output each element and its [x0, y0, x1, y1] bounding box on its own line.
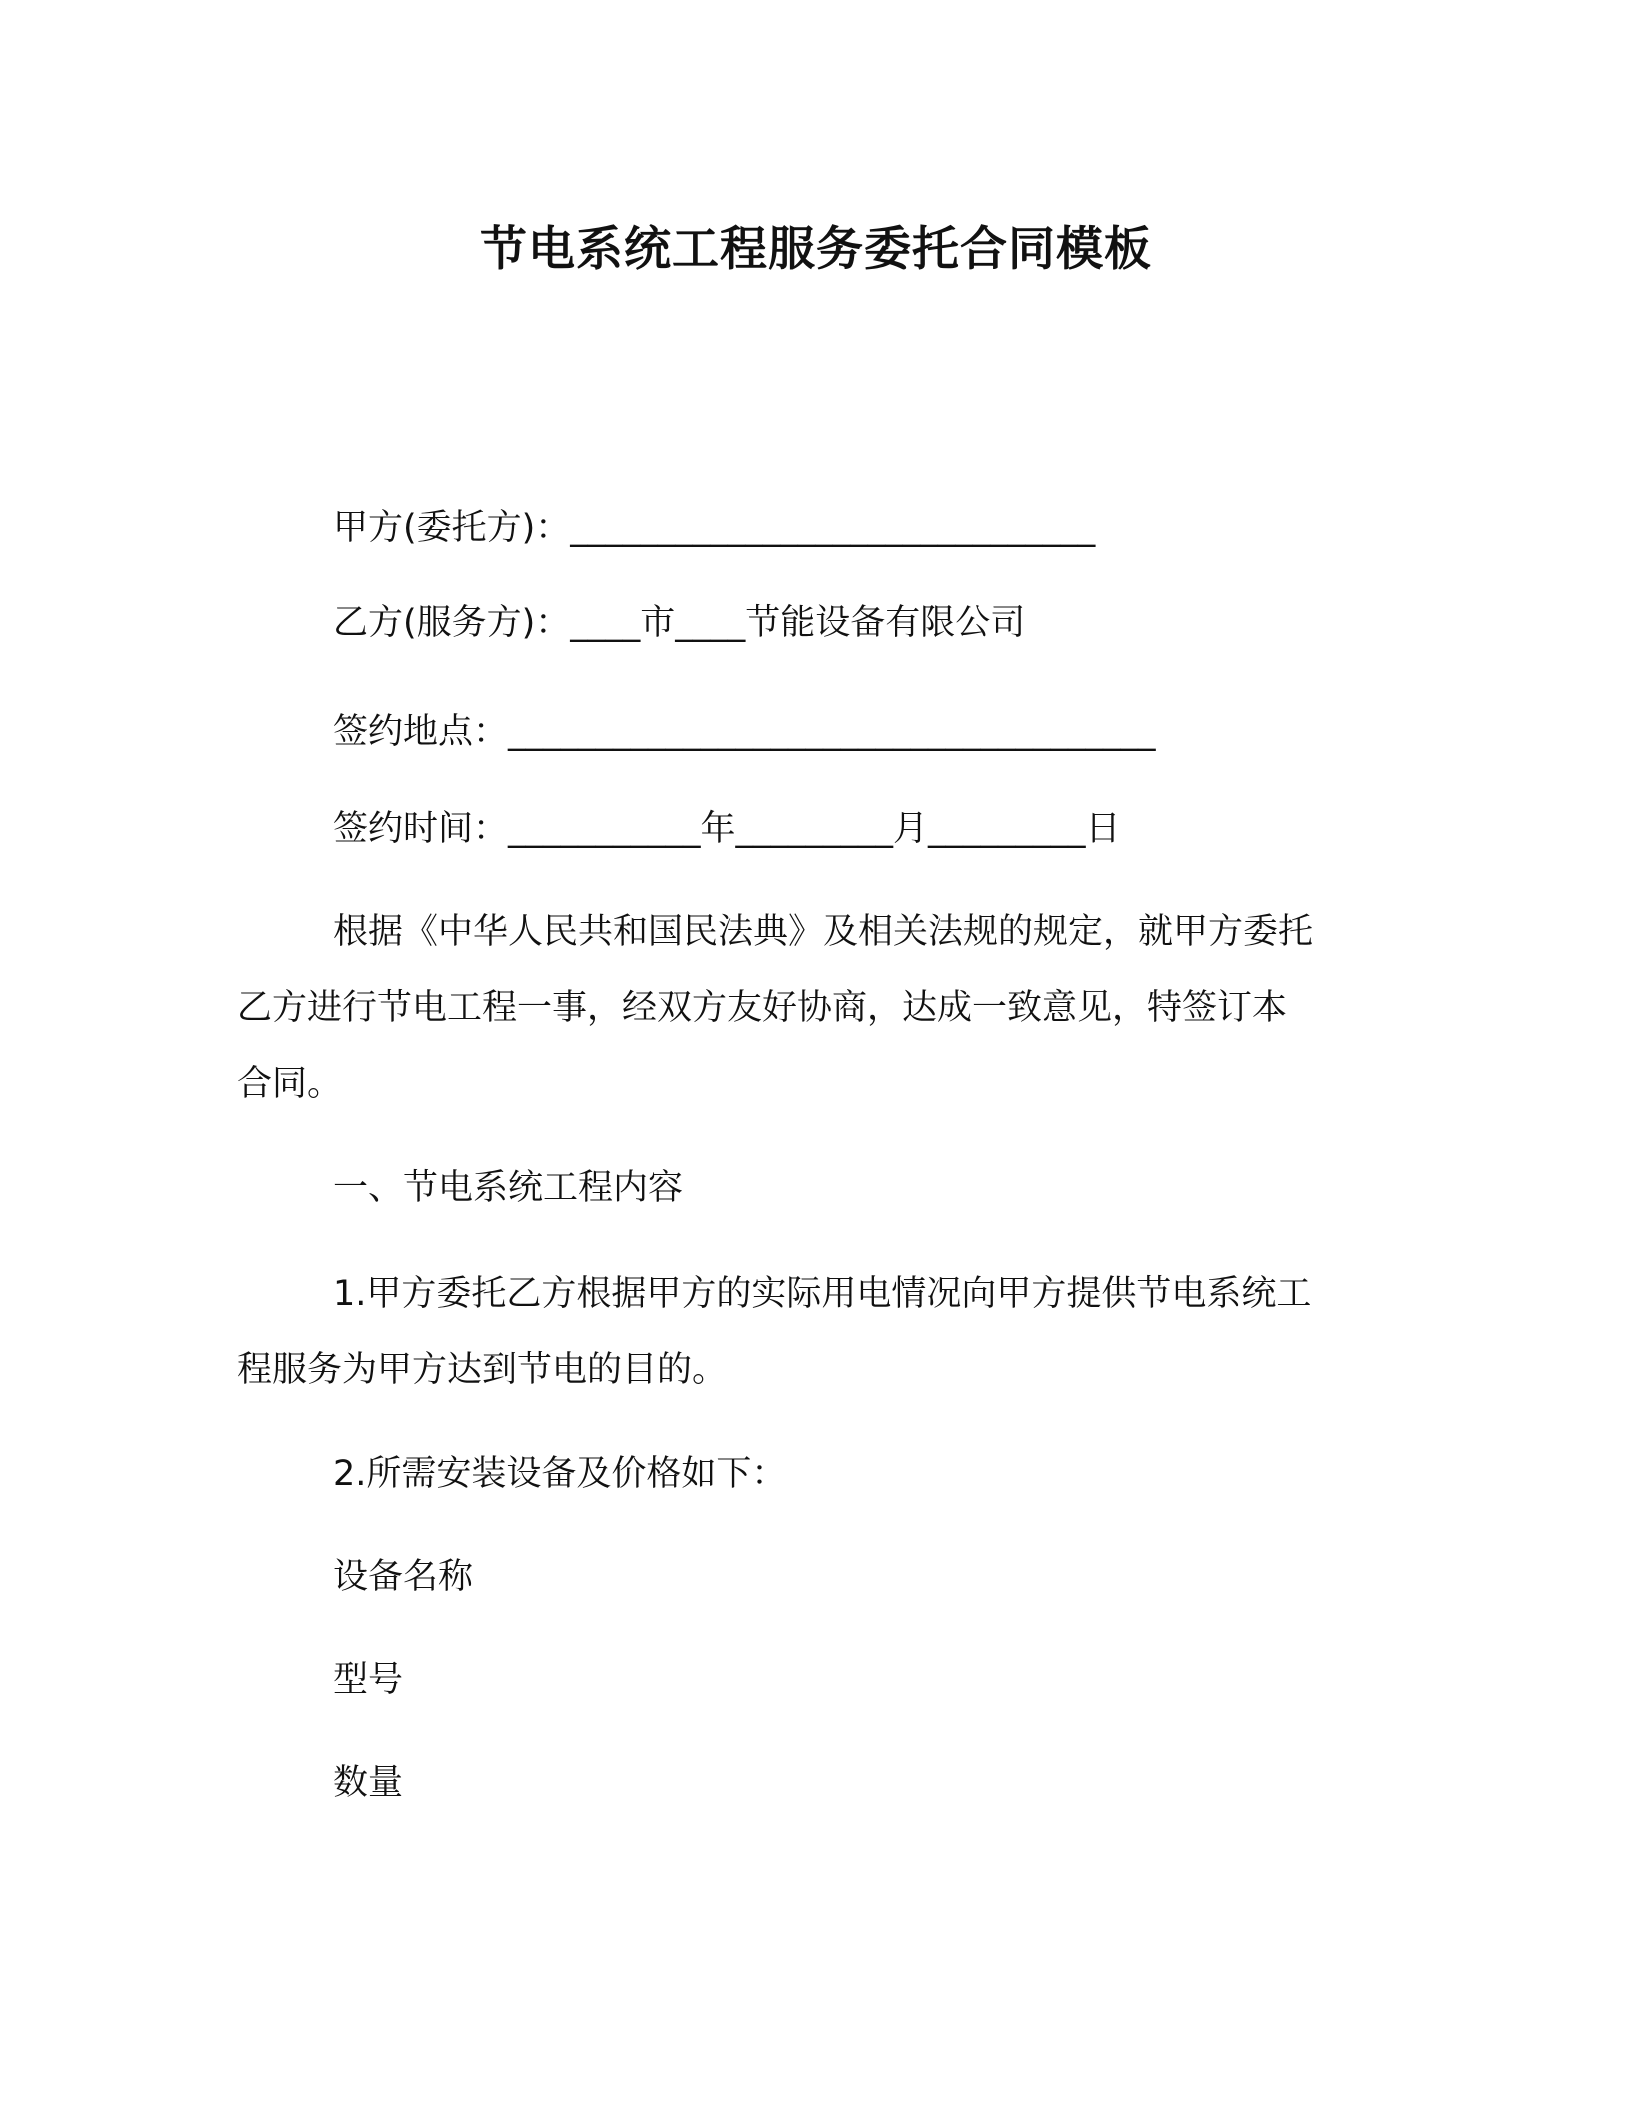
item-1-line-1: 1.甲方委托乙方根据甲方的实际用电情况向甲方提供节电系统工 [333, 1274, 1312, 1314]
preamble-line-2: 乙方进行节电工程一事，经双方友好协商，达成一致意见，特签订本 [237, 988, 1288, 1028]
preamble-line-3: 合同。 [237, 1064, 343, 1104]
sign-time-line: 签约时间：___________年_________月_________日 [333, 809, 1121, 849]
field-quantity: 数量 [333, 1763, 404, 1803]
party-a-line: 甲方(委托方)：______________________________ [333, 508, 1096, 548]
field-model: 型号 [333, 1660, 404, 1700]
party-b-line: 乙方(服务方)：____市____节能设备有限公司 [333, 603, 1026, 643]
item-2-line: 2.所需安装设备及价格如下： [333, 1454, 787, 1494]
document-title: 节电系统工程服务委托合同模板 [480, 222, 1152, 277]
preamble-line-1: 根据《中华人民共和国民法典》及相关法规的规定，就甲方委托 [333, 912, 1314, 952]
sign-place-line: 签约地点：_____________________________________ [333, 712, 1156, 752]
item-1-line-2: 程服务为甲方达到节电的目的。 [237, 1350, 728, 1390]
field-equipment-name: 设备名称 [333, 1557, 474, 1597]
section-1-heading: 一、节电系统工程内容 [333, 1168, 684, 1208]
